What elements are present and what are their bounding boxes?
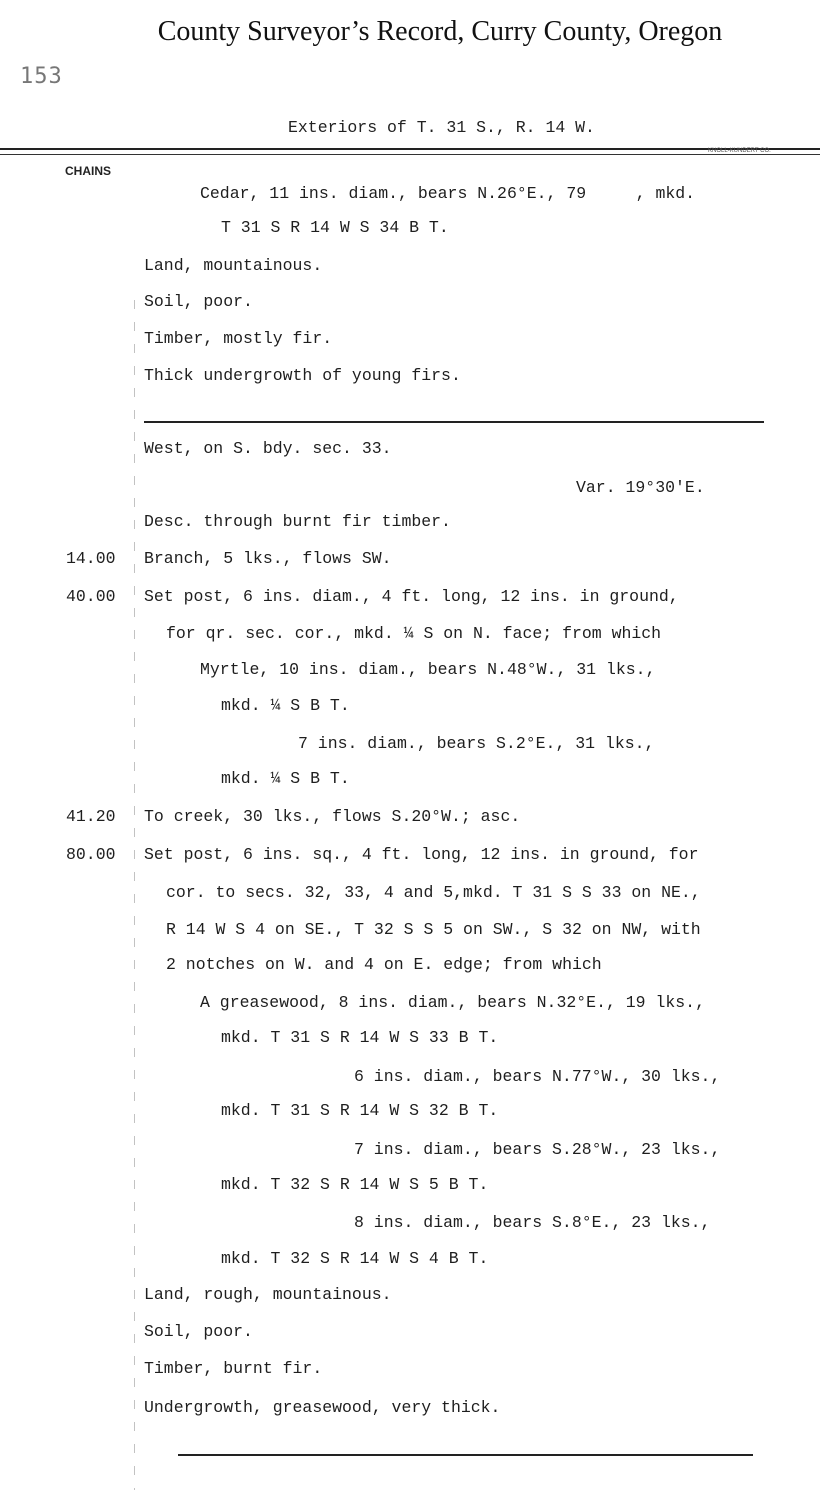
section-divider <box>144 421 764 423</box>
record-line: Undergrowth, greasewood, very thick. <box>144 1398 501 1417</box>
chains-value: 40.00 <box>66 587 116 606</box>
section-divider <box>178 1454 753 1456</box>
record-line: mkd. T 31 S R 14 W S 33 B T. <box>221 1028 499 1047</box>
page-number: 153 <box>20 64 63 89</box>
record-line: 7 ins. diam., bears S.2°E., 31 lks., <box>298 734 655 753</box>
header-rule-thin <box>0 154 820 155</box>
record-line: Set post, 6 ins. sq., 4 ft. long, 12 ins. in ground, for <box>144 845 699 864</box>
record-line: Set post, 6 ins. diam., 4 ft. long, 12 ins. in ground, <box>144 587 679 606</box>
chains-value: 41.20 <box>66 807 116 826</box>
record-line: mkd. T 31 S R 14 W S 32 B T. <box>221 1101 499 1120</box>
record-line: cor. to secs. 32, 33, 4 and 5,mkd. T 31 S S 33 on NE., <box>166 883 701 902</box>
record-line: 8 ins. diam., bears S.8°E., 23 lks., <box>354 1213 711 1232</box>
record-line: mkd. T 32 S R 14 W S 5 B T. <box>221 1175 489 1194</box>
record-line: for qr. sec. cor., mkd. ¼ S on N. face; from which <box>166 624 662 643</box>
header-rule-thick <box>0 148 820 150</box>
variation-line: Var. 19°30'E. <box>576 478 705 497</box>
record-line: Soil, poor. <box>144 292 253 311</box>
record-line: To creek, 30 lks., flows S.20°W.; asc. <box>144 807 521 826</box>
printer-mark: KNOLL-KUNDERT CO. <box>708 148 771 154</box>
record-line: Cedar, 11 ins. diam., bears N.26°E., 79 , mkd. <box>200 184 696 203</box>
record-line: A greasewood, 8 ins. diam., bears N.32°E., 19 lks., <box>200 993 705 1012</box>
chains-column-label: CHAINS <box>65 164 112 178</box>
margin-guide-line <box>134 300 135 1490</box>
record-line: Land, rough, mountainous. <box>144 1285 392 1304</box>
record-line: Land, mountainous. <box>144 256 323 275</box>
record-line: Timber, mostly fir. <box>144 329 333 348</box>
record-line: Timber, burnt fir. <box>144 1359 323 1378</box>
record-line: 2 notches on W. and 4 on E. edge; from which <box>166 955 602 974</box>
record-line: mkd. ¼ S B T. <box>221 696 350 715</box>
record-line: Myrtle, 10 ins. diam., bears N.48°W., 31 lks., <box>200 660 656 679</box>
record-line: mkd. ¼ S B T. <box>221 769 350 788</box>
chains-value: 14.00 <box>66 549 116 568</box>
record-line: Thick undergrowth of young firs. <box>144 366 461 385</box>
page-title: County Surveyor’s Record, Curry County, Oregon <box>157 16 723 47</box>
record-line: 6 ins. diam., bears N.77°W., 30 lks., <box>354 1067 721 1086</box>
record-line: R 14 W S 4 on SE., T 32 S S 5 on SW., S 32 on NW, with <box>166 920 701 939</box>
record-line: Soil, poor. <box>144 1322 253 1341</box>
chains-value: 80.00 <box>66 845 116 864</box>
record-line: mkd. T 32 S R 14 W S 4 B T. <box>221 1249 489 1268</box>
record-line: Branch, 5 lks., flows SW. <box>144 549 392 568</box>
record-line: 7 ins. diam., bears S.28°W., 23 lks., <box>354 1140 721 1159</box>
record-line: T 31 S R 14 W S 34 B T. <box>221 218 449 237</box>
record-line: West, on S. bdy. sec. 33. <box>144 439 392 458</box>
record-line: Desc. through burnt fir timber. <box>144 512 451 531</box>
record-subtitle: Exteriors of T. 31 S., R. 14 W. <box>288 118 595 137</box>
